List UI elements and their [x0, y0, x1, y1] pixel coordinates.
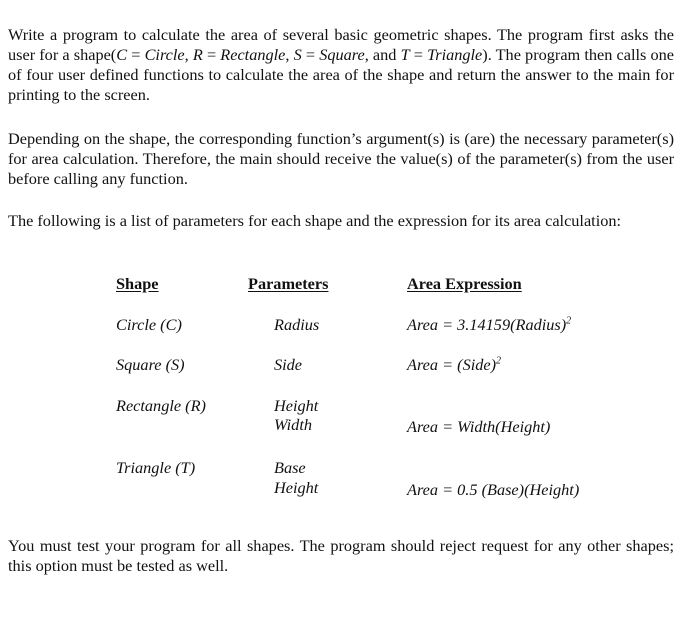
row-param: Width [274, 415, 312, 434]
row-param: Base [274, 458, 306, 477]
closing-paragraph: You must test your program for all shapes. The program should reject request for any other shapes; this option must be tested as well. [8, 536, 674, 575]
depending-paragraph: Depending on the shape, the corresponding function’s argument(s) is (are) the necessary parameter(s) for area calculation. Therefore, the main should receive the value(s) of the parameter(s) from the user before calling any function. [8, 129, 674, 188]
row-shape: Rectangle (R) [116, 396, 206, 415]
row-param: Radius [274, 315, 320, 334]
row-area: Area = (Side)$^2$ [407, 355, 502, 374]
following-paragraph: The following is a list of parameters for each shape and the expression for its area calculation: [8, 211, 622, 230]
row-param: Side [274, 355, 303, 374]
row-area: Area = 3.14159(Radius)$^2$ [407, 315, 572, 334]
row-param: Height [274, 396, 319, 415]
row-shape: Circle (C) [116, 315, 182, 334]
row-shape: Triangle (T) [116, 458, 196, 477]
header-parameters: Parameters [248, 274, 329, 293]
row-shape: Square (S) [116, 355, 185, 374]
row-param: Height [274, 478, 319, 497]
row-area: Area = Width(Height) [407, 417, 551, 436]
header-area-expression: Area Expression [407, 274, 522, 293]
header-shape: Shape [116, 274, 159, 293]
intro-paragraph: Write a program to calculate the area of several basic geometric shapes. The program first asks the user for a shape(C = Circle, R = Rectangle, S = Square, and T = Triangle). The program then calls one of four user defined functions to calculate the area of the shape and return the answer to the main for printing to the screen. [8, 25, 674, 104]
row-area: Area = 0.5 (Base)(Height) [407, 480, 580, 499]
